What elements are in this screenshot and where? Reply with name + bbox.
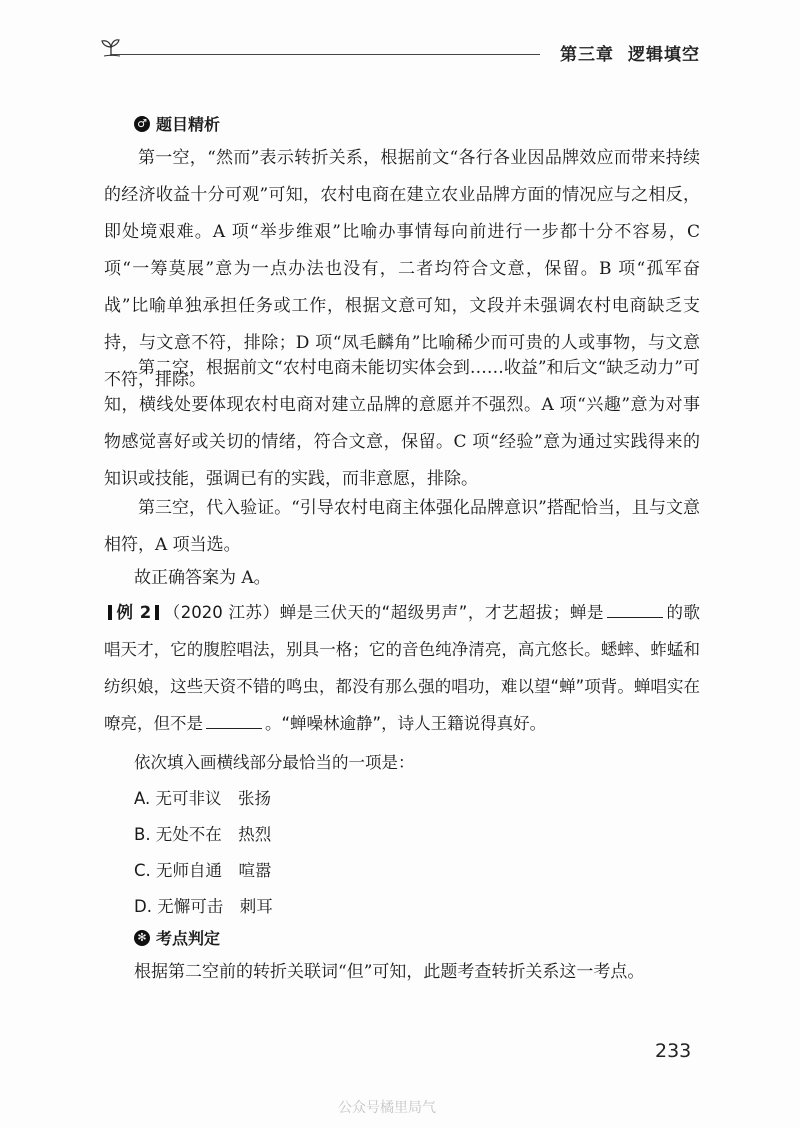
keypoint-badge-icon: ✻: [134, 930, 150, 946]
keypoint-heading-text: 考点判定: [156, 929, 221, 948]
example-text-1: 蝉是三伏天的“超级男声”，才艺超拔；蝉是: [279, 603, 604, 622]
analysis-paragraph-3: 第三空，代入验证。“引导农村电商主体强化品牌意识”搭配恰当，且与文意相符，A 项当选。: [104, 498, 700, 555]
running-header: [560, 40, 700, 65]
keypoint-heading: [134, 926, 220, 949]
blank-2: [206, 714, 262, 729]
analysis-heading: [134, 112, 220, 135]
option-d: D. 无懈可击 刺耳: [134, 897, 273, 916]
example-text-3: 。“蝉噪林逾静”，诗人王籍说得真好。: [265, 714, 547, 733]
header-rule: [110, 54, 540, 55]
chapter-title: 逻辑填空: [628, 45, 700, 65]
page-number: 233: [655, 1040, 692, 1062]
example-text-2: 的歌唱天才，它的腹腔唱法，别具一格；它的音色纯净清亮，高亢悠长。蟋蟀、蚱蜢和纺织娘，这些天资不错的鸣虫，都没有那么强的唱功，难以望“蝉”项背。蝉唱实在嘹亮，但不是: [104, 603, 700, 733]
example-source: （2020 江苏）: [163, 603, 280, 622]
example-2-passage: [104, 594, 700, 742]
analysis-conclusion: 故正确答案为 A。: [134, 568, 271, 588]
chapter-label: 第三章: [560, 45, 614, 65]
option-b: B. 无处不在 热烈: [134, 825, 272, 844]
blank-1: [607, 603, 663, 618]
option-a: A. 无可非议 张扬: [134, 789, 271, 808]
watermark: 公众号橘里局气: [338, 1100, 436, 1116]
analysis-heading-text: 题目精析: [156, 115, 221, 134]
analysis-badge-icon: ♂: [134, 116, 150, 132]
example-tag: 例 2: [116, 603, 152, 622]
option-c: C. 无师自通 喧嚣: [134, 861, 272, 880]
analysis-paragraph-1: 第一空，“然而”表示转折关系，根据前文“各行各业因品牌效应而带来持续的经济收益十分可观”可知，农村电商在建立农业品牌方面的情况应与之相反，即处境艰难。A 项“举步维艰”比喻办事情每向前进行一步都十分不容易，C 项“一筹莫展”意为一点办法也没有，二者均符合文意，保留。B 项“孤军奋战”比喻单独承担任务或工作，根据文意可知，文段并未强调农村电商缺乏支持，与文意不符，排除；D 项“凤毛麟角”比喻稀少而可贵的人或事物，与文意不符，排除。: [104, 148, 700, 390]
analysis-paragraph-2: 第二空，根据前文“农村电商未能切实体会到……收益”和后文“缺乏动力”可知，横线处要体现农村电商对建立品牌的意愿并不强烈。A 项“兴趣”意为对事物感觉喜好或关切的情绪，符合文意，保留。C 项“经验”意为通过实践得来的知识或技能，强调已有的实践，而非意愿，排除。: [104, 358, 700, 489]
question-prompt: 依次填入画横线部分最恰当的一项是：: [134, 753, 415, 772]
keypoint-text: 根据第二空前的转折关联词“但”可知，此题考查转折关系这一考点。: [134, 962, 645, 982]
